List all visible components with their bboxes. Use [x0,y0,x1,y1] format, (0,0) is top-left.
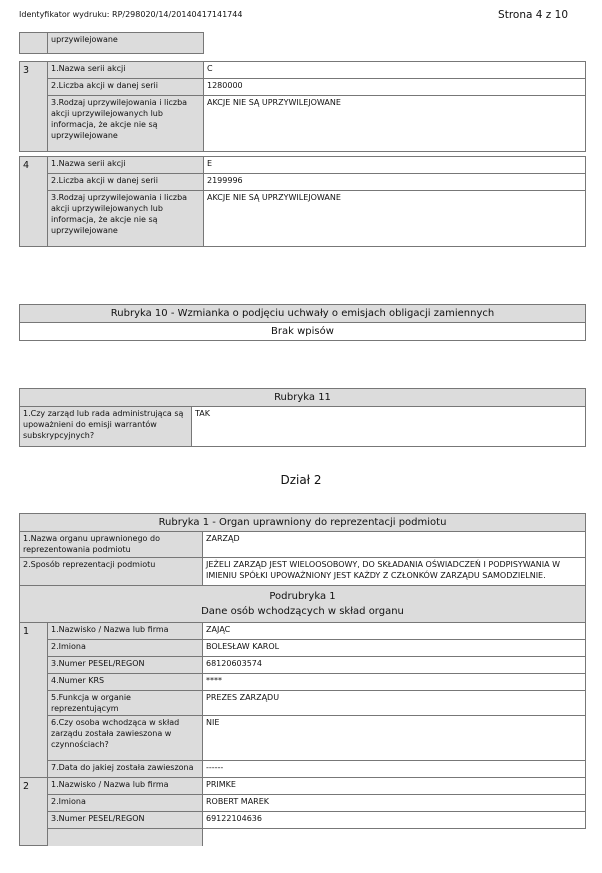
field-label: 2.Imiona [48,795,203,812]
field-label: 1.Nazwa serii akcji [48,62,204,79]
field-value: TAK [192,407,586,447]
field-label: 3.Rodzaj uprzywilejowania i liczba akcji uprzywilejowanych lub informacja, że akcje nie są uprzywilejowane [48,191,204,247]
field-label: 5.Funkcja w organie reprezentującym [48,691,203,716]
field-label: uprzywilejowane [48,33,204,54]
field-label [48,829,203,846]
print-identifier: Identyfikator wydruku: RP/298020/14/20140417141744 [19,10,243,19]
field-label: 2.Liczba akcji w danej serii [48,174,204,191]
field-value: 68120603574 [203,657,586,674]
field-value: **** [203,674,586,691]
field-value: 1280000 [204,79,586,96]
row-number: 4 [20,157,48,247]
field-value: 2199996 [204,174,586,191]
field-label: 3.Numer PESEL/REGON [48,657,203,674]
row-number-cell [20,33,48,54]
field-value: JEŻELI ZARZĄD JEST WIELOOSOBOWY, DO SKŁADANIA OŚWIADCZEŃ I PODPISYWANIA W IMIENIU SPÓŁKI UPOWAŻNIONY JEST KAŻDY Z CZŁONKÓW ZARZĄDU SAMODZIELNIE. [203,558,586,586]
field-label: 1.Nazwa organu uprawnionego do reprezentowania podmiotu [20,532,203,558]
field-value: AKCJE NIE SĄ UPRZYWILEJOWANE [204,191,586,247]
field-label: 1.Nazwa serii akcji [48,157,204,174]
field-label: 1.Czy zarząd lub rada administrująca są upoważnieni do emisji warrantów subskrypcyjnych? [20,407,192,447]
field-label: 2.Imiona [48,640,203,657]
field-value: PRIMKE [203,778,586,795]
section-title: Rubryka 11 [20,389,586,407]
field-label: 1.Nazwisko / Nazwa lub firma [48,623,203,640]
field-value: NIE [203,716,586,761]
subsection-description: Dane osób wchodzących w skład organu [201,606,404,617]
field-value: AKCJE NIE SĄ UPRZYWILEJOWANE [204,96,586,152]
rubryka-10-table [19,304,586,341]
shares-series-table [19,32,586,247]
section-heading: Dział 2 [280,473,322,487]
field-value: E [204,157,586,174]
field-value: BOLESŁAW KAROL [203,640,586,657]
rubryka-11-table [19,388,586,447]
row-number: 3 [20,62,48,152]
empty-cell [204,33,586,54]
field-label: 6.Czy osoba wchodząca w skład zarządu została zawieszona w czynnościach? [48,716,203,761]
field-value: ZAJĄC [203,623,586,640]
empty-cell [203,829,586,846]
field-label: 3.Numer PESEL/REGON [48,812,203,829]
rubryka-1-table [19,513,586,846]
field-label: 1.Nazwisko / Nazwa lub firma [48,778,203,795]
section-title: Rubryka 1 - Organ uprawniony do reprezentacji podmiotu [20,514,586,532]
field-label: 2.Liczba akcji w danej serii [48,79,204,96]
subsection-name: Podrubryka 1 [269,591,336,602]
field-label: 4.Numer KRS [48,674,203,691]
person-number: 1 [20,623,48,778]
no-entries-text: Brak wpisów [20,323,586,341]
person-number: 2 [20,778,48,846]
field-value: C [204,62,586,79]
section-title: Rubryka 10 - Wzmianka o podjęciu uchwały o emisjach obligacji zamiennych [20,305,586,323]
field-value: ------ [203,761,586,778]
field-value: PREZES ZARZĄDU [203,691,586,716]
field-value: ZARZĄD [203,532,586,558]
field-label: 2.Sposób reprezentacji podmiotu [20,558,203,586]
field-label: 7.Data do jakiej została zawieszona [48,761,203,778]
field-label: 3.Rodzaj uprzywilejowania i liczba akcji uprzywilejowanych lub informacja, że akcje nie są uprzywilejowane [48,96,204,152]
field-value: ROBERT MAREK [203,795,586,812]
page-number: Strona 4 z 10 [498,9,568,21]
field-value: 69122104636 [203,812,586,829]
subsection-title [20,586,586,623]
